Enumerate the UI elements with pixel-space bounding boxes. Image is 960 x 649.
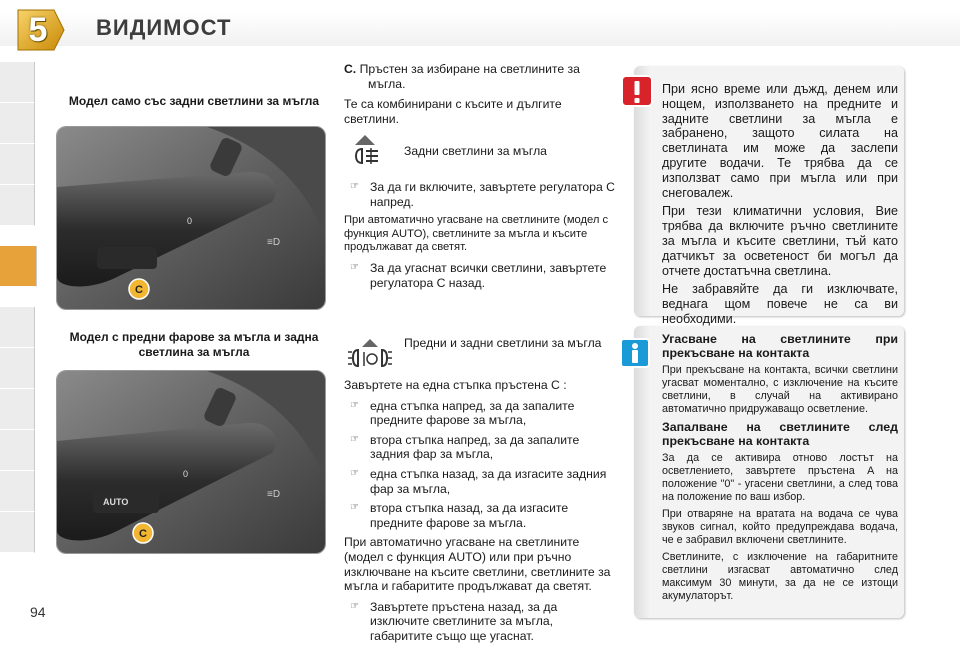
rear-fog-instructions <box>344 180 616 295</box>
page-number: 94 <box>30 604 46 620</box>
turn-intro: Завъртете на една стъпка пръстена C : <box>344 378 567 392</box>
info-heading-2: Запалване на светлините след прекъсване на контакта <box>662 420 898 448</box>
stalk-illustration <box>57 371 325 553</box>
front-rear-instructions <box>344 378 616 649</box>
front-rear-fog-label: Предни и задни светлини за мъгла <box>404 336 602 350</box>
info-text <box>662 332 898 607</box>
step-item: ☞ втора стъпка назад, за да изгасите предните фарове за мъгла. <box>350 501 569 530</box>
ring-letter-c: C <box>139 528 147 540</box>
chapter-tab[interactable] <box>0 103 35 144</box>
svg-text:≡D: ≡D <box>267 237 281 248</box>
rear-fog-label: Задни светлини за мъгла <box>404 144 547 158</box>
auto-off-note: При автоматично угасване на светлините (модел с функция AUTO), светлините за мъгла и късите продължават да светят. <box>344 214 609 254</box>
combined-text: Те са комбинирани с късите и дългите светлини. <box>344 97 562 126</box>
ring-label: C. <box>344 62 357 76</box>
svg-text:0: 0 <box>183 469 189 479</box>
info-heading-1: Угасване на светлините при прекъсване на контакта <box>662 332 898 360</box>
chapter-tab[interactable] <box>0 185 35 226</box>
warning-p1: При ясно време или дъжд, денем или нощем, използването на предните и задните светлини за мъгла е забранено, защото силата на светлината им може да заслепи другите водачи. Те трябва да се използват само при мъгла или при снеговалеж. <box>662 82 898 200</box>
bullet-arrow-icon: ☞ <box>350 399 359 411</box>
chapter-tab[interactable] <box>0 512 35 553</box>
step-item: ☞ една стъпка назад, за да изгасите задния фар за мъгла, <box>350 466 607 496</box>
chapter-tab[interactable] <box>0 471 35 512</box>
chapter-tab-active[interactable] <box>0 246 37 287</box>
info-text-2: За да се активира отново лостът на осветлението, завъртете пръстена A на положение "0" - угасени светлини, а след това на положение по ваш избор. <box>662 452 898 503</box>
front-rear-fog-row <box>344 334 616 374</box>
bullet-item: ☞ Завъртете пръстена назад, за да изключите светлините за мъгла, габаритите също ще угаснат. <box>350 599 558 643</box>
chapter-tab[interactable] <box>0 307 35 348</box>
svg-text:≡D: ≡D <box>267 489 281 500</box>
info-text-3: При отваряне на вратата на водача се чува звуков сигнал, който предупреждава водача, че е забравил включени светлините. <box>662 508 898 546</box>
svg-text:0: 0 <box>187 216 193 226</box>
bullet-arrow-icon: ☞ <box>350 433 359 445</box>
bullet-item: ☞ За да ги включите, завъртете регулатора C напред. <box>350 180 615 209</box>
caption-front-rear-fog-model: Модел с предни фарове за мъгла и задна светлина за мъгла <box>69 330 319 359</box>
warning-text <box>662 82 898 331</box>
ring-description <box>344 62 616 132</box>
caption-rear-fog-model: Модел само със задни светлини за мъгла <box>68 94 320 108</box>
stalk-illustration <box>57 127 325 309</box>
rear-fog-row <box>344 128 616 168</box>
bullet-arrow-icon: ☞ <box>350 600 359 612</box>
step-item: ☞ втора стъпка напред, за да запалите задния фар за мъгла, <box>350 432 580 462</box>
auto-label: AUTO <box>103 497 129 507</box>
warning-p3: Не забравяйте да ги изключвате, веднага щом повече не са ви необходими. <box>662 282 898 326</box>
auto-paragraph: При автоматично угасване на светлините (модел с функция AUTO) или при ръчно изключване на късите светлини, светлините за мъгла и габаритите продължават да светят. <box>344 535 611 594</box>
info-icon <box>620 338 650 368</box>
step-item: ☞ една стъпка напред, за да запалите предните фарове за мъгла, <box>350 398 575 428</box>
page-title: ВИДИМОСТ <box>96 15 232 40</box>
info-text-4: Светлините, с изключение на габаритните светлини изгасват автоматично след максимум 30 минути, за да не се изтощи акумулаторът. <box>662 551 898 602</box>
ring-letter-c: C <box>135 284 143 296</box>
chapter-tab-strip <box>0 62 40 582</box>
chapter-tab[interactable] <box>0 348 35 389</box>
bullet-item: ☞ За да угаснат всички светлини, завъртете регулатора C назад. <box>350 260 607 290</box>
stalk-photo-front-rear-fog <box>56 370 326 554</box>
chapter-tab[interactable] <box>0 389 35 430</box>
bullet-arrow-icon: ☞ <box>350 467 359 479</box>
rear-fog-light-icon <box>348 132 382 166</box>
bullet-arrow-icon: ☞ <box>350 502 359 514</box>
bullet-arrow-icon: ☞ <box>350 261 359 273</box>
stalk-photo-rear-fog <box>56 126 326 310</box>
info-text-1: При прекъсване на контакта, всички светлини угасват моментално, с изключение на късите светлини, в случай на активирано автоматично придружаващо осветление. <box>662 364 898 415</box>
bullet-arrow-icon: ☞ <box>350 181 359 192</box>
chapter-number: 5 <box>28 11 48 49</box>
warning-icon <box>620 74 654 108</box>
ring-text: Пръстен за избиране на светлините за мъгла. <box>359 62 580 91</box>
chapter-tab[interactable] <box>0 430 35 471</box>
warning-p2: При тези климатични условия, Вие трябва да включите ръчно светлините за мъгла и късите светлини, тъй като датчикът за осветеност би могъл да отчете достатъчна светлина. <box>662 204 898 278</box>
front-rear-fog-light-icon <box>348 338 392 372</box>
page-header <box>0 0 960 62</box>
chapter-tab[interactable] <box>0 144 35 185</box>
chapter-tab[interactable] <box>0 62 35 103</box>
